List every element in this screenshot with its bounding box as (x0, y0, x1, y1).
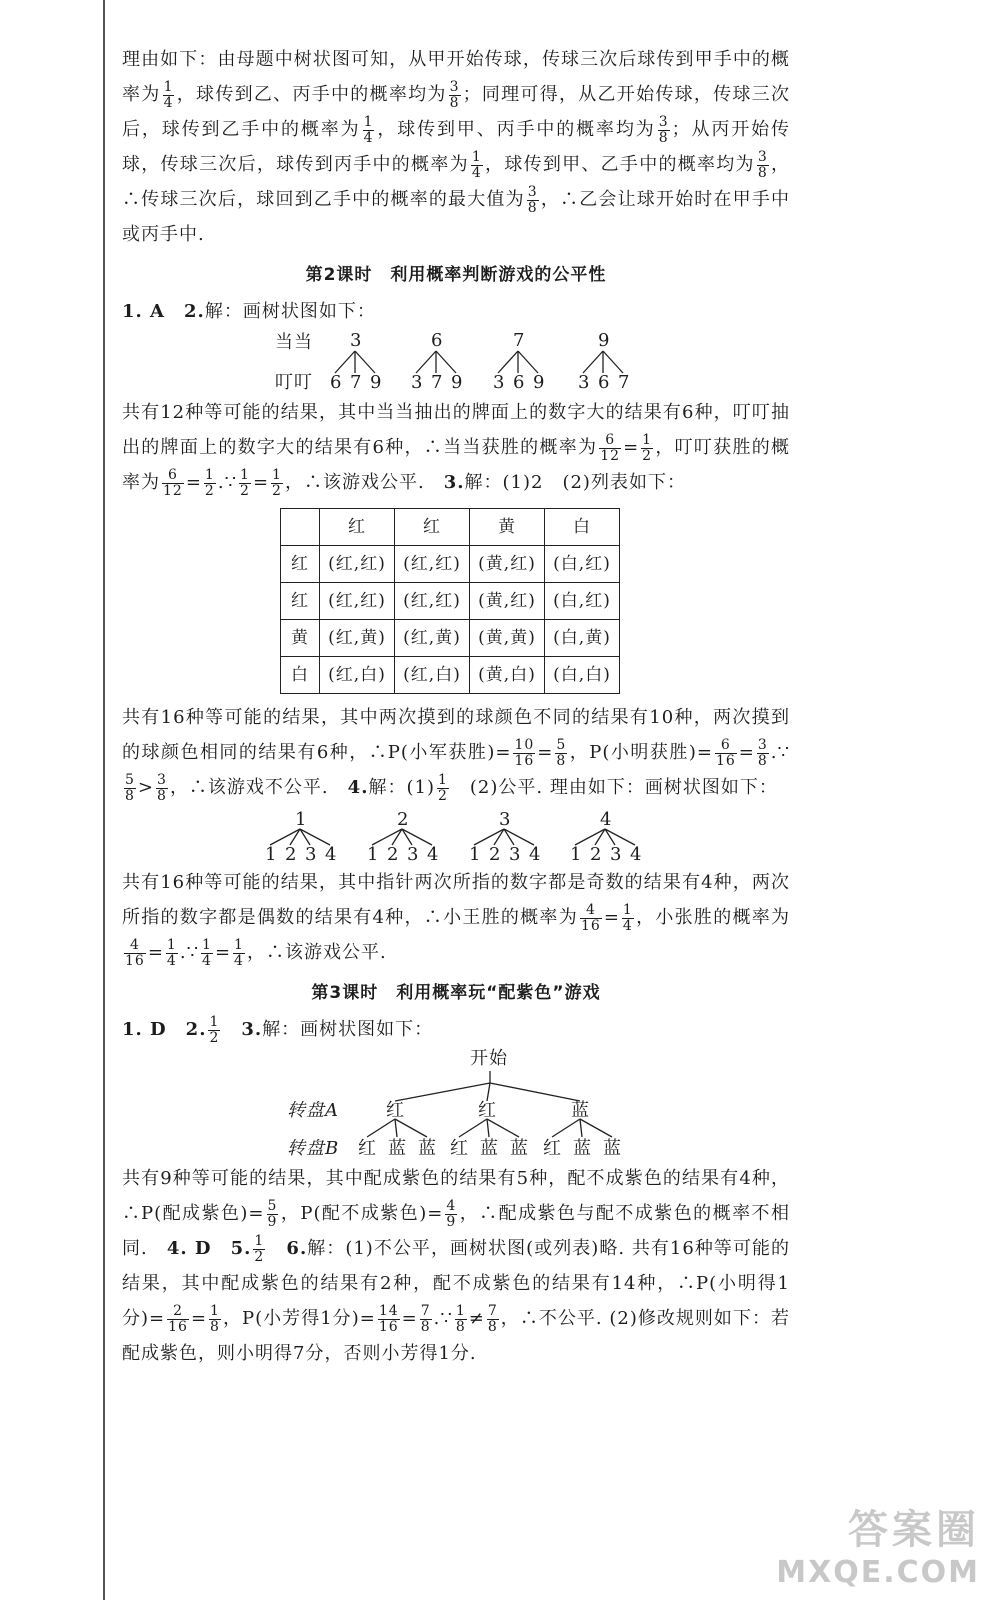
fraction (757, 150, 769, 181)
table-header-row (281, 509, 620, 546)
tree-node: 3 (411, 372, 424, 393)
tree-label-dangdang: 当当 (275, 332, 313, 353)
fraction (455, 1304, 467, 1335)
fraction (580, 903, 602, 934)
fraction (208, 1015, 220, 1046)
denominator: 16 (125, 952, 145, 969)
fraction (527, 185, 539, 216)
table-header-cell: 黄 (470, 509, 545, 546)
page-margin-line (103, 0, 105, 1600)
tree-node: 9 (598, 330, 611, 351)
text: ，∴不公平. (2)修改规则如下：若配 (122, 1308, 790, 1364)
tree-node: 6 (598, 372, 611, 393)
tree-node: 3 (509, 844, 522, 865)
denominator: 12 (163, 482, 183, 499)
numerator: 6 (599, 433, 621, 449)
text: = (185, 472, 202, 493)
denominator: 8 (420, 1318, 431, 1335)
watermark-text: 答案圈 (848, 1507, 980, 1553)
numerator: 3 (157, 771, 167, 788)
text: = (537, 742, 554, 763)
question-number: 3. (241, 1019, 263, 1040)
tree-node: 蓝 (573, 1138, 592, 1159)
fraction (233, 938, 245, 969)
table-row-header: 白 (281, 657, 320, 694)
text: ，∴该游戏公平. (246, 942, 387, 963)
question-line (122, 1012, 790, 1047)
denominator: 4 (234, 952, 244, 969)
denominator: 8 (658, 129, 669, 146)
tree-node: 4 (600, 809, 613, 830)
text: 为 (141, 84, 161, 105)
tree-label-spinner-b: 转盘B (287, 1138, 340, 1159)
table-header-cell: 红 (320, 509, 395, 546)
text: > (137, 777, 155, 798)
denominator: 16 (580, 917, 601, 934)
numerator: 7 (420, 1302, 431, 1319)
table-cell: (黄,白) (470, 657, 545, 694)
text: ≠ (468, 1308, 485, 1329)
tree-label-dingding: 叮叮 (275, 372, 313, 393)
text: 果，其中配成紫色的结果有2种，配不成紫色的结果有14种，∴P(小明得1分)= (122, 1273, 791, 1329)
text: (2)公平. 理由如下：画树状图如下： (450, 777, 778, 798)
numerator: 7 (487, 1302, 498, 1319)
denominator: 8 (757, 164, 768, 181)
denominator: 8 (757, 752, 768, 769)
tree-node: 2 (285, 844, 298, 865)
table-row (281, 620, 620, 657)
tree-label-spinner-a: 转盘A (287, 1100, 339, 1121)
tree-node: 7 (350, 372, 363, 393)
denominator: 2 (254, 1248, 265, 1265)
fraction (445, 1199, 457, 1230)
question-number: 6. (286, 1238, 308, 1259)
fraction (513, 738, 535, 769)
tree-node: 7 (431, 372, 444, 393)
tree-node: 7 (618, 372, 631, 393)
tree-node: 蓝 (571, 1100, 590, 1121)
answer-label: 4. D (166, 1238, 212, 1259)
tree-node: 红 (543, 1138, 562, 1159)
table-row (281, 546, 620, 583)
table-cell: (黄,红) (470, 546, 545, 583)
text: 率为 (122, 472, 160, 493)
denominator: 2 (272, 482, 282, 499)
text: ，球传到甲、乙手中的概率均为 (484, 154, 755, 175)
fraction (641, 433, 653, 464)
table-header-cell: 红 (395, 509, 470, 546)
fraction (271, 468, 283, 499)
question-number: 2. (185, 1019, 207, 1040)
numerator: 5 (267, 1197, 278, 1214)
tree-node: 3 (305, 844, 318, 865)
text: = (738, 742, 755, 763)
denominator: 4 (166, 952, 177, 969)
denominator: 4 (202, 952, 212, 969)
section-heading-lesson3: 第3课时 利用概率玩“配紫色”游戏 (311, 983, 601, 1003)
answer-label: 1. D (122, 1019, 167, 1040)
tree-node: 蓝 (418, 1138, 437, 1159)
text: .∵ (217, 472, 238, 493)
table-cell: (黄,红) (470, 583, 545, 620)
table-cell: (白,黄) (545, 620, 620, 657)
paragraph-q4-analysis (122, 865, 790, 970)
table-cell: (红,红) (395, 583, 470, 620)
table-cell: (红,红) (320, 546, 395, 583)
table-row-header: 红 (281, 546, 320, 583)
denominator: 4 (622, 917, 633, 934)
numerator: 1 (254, 1232, 265, 1249)
question-number: 4. (347, 777, 369, 798)
numerator: 1 (166, 936, 177, 953)
numerator: 14 (378, 1302, 399, 1319)
text: 的球颜色相同的结果有6种，∴P(小军获胜)= (122, 742, 512, 763)
question-number: 5. (230, 1238, 252, 1259)
text: ，P(配不成紫色)= (280, 1203, 444, 1224)
text: = (603, 907, 620, 928)
numerator: 1 (437, 771, 448, 788)
numerator: 3 (658, 113, 669, 130)
fraction (156, 773, 168, 804)
text: ，P(小芳得1分)= (222, 1308, 376, 1329)
tree-node: 6 (330, 372, 343, 393)
paragraph-reason (122, 42, 790, 252)
numerator: 1 (471, 148, 482, 165)
denominator: 8 (449, 94, 460, 111)
text: 解：画树状图如下： (204, 301, 376, 322)
denominator: 8 (487, 1318, 498, 1335)
fraction (658, 115, 670, 146)
denominator: 4 (163, 94, 174, 111)
text: 同. (122, 1238, 148, 1259)
denominator: 16 (168, 1318, 188, 1335)
table-cell: (红,红) (395, 546, 470, 583)
tree-diagram-1 (122, 331, 790, 395)
denominator: 9 (267, 1213, 278, 1230)
numerator: 3 (449, 78, 460, 95)
text: ，∴传球三次后， (122, 154, 791, 210)
numerator: 3 (527, 183, 538, 200)
text: = (147, 942, 164, 963)
denominator: 12 (600, 447, 621, 464)
fraction (363, 115, 375, 146)
tree-node: 4 (630, 844, 643, 865)
text: ，叮叮获胜的概 (655, 437, 790, 458)
tree-node: 3 (407, 844, 420, 865)
watermark-url: MXQE.COM (776, 1555, 980, 1590)
fraction (201, 938, 213, 969)
tree-node: 红 (450, 1138, 469, 1159)
table-header-cell: 白 (545, 509, 620, 546)
denominator: 16 (514, 752, 535, 769)
question-number: 3. (443, 472, 465, 493)
numerator: 1 (455, 1302, 466, 1319)
table-cell: (红,白) (395, 657, 470, 694)
numerator: 10 (514, 736, 535, 753)
color-outcome-table (280, 508, 620, 694)
text: ；同理可得，从乙开始传球，传球三次后，球 (122, 84, 791, 140)
fraction (471, 150, 483, 181)
text: 次后，球传到丙手中的概率为 (218, 154, 469, 175)
numerator: 4 (124, 938, 146, 954)
text: ，P(小明获胜)= (569, 742, 713, 763)
fraction (449, 80, 461, 111)
numerator: 1 (210, 1302, 220, 1319)
tree-node: 红 (478, 1100, 497, 1121)
numerator: 1 (234, 936, 244, 953)
text: 球回到乙手中的概率的最大值为 (256, 189, 525, 210)
tree-node: 6 (513, 372, 526, 393)
table-cell: (白,白) (545, 657, 620, 694)
numerator: 6 (715, 738, 737, 754)
tree-node: 6 (431, 330, 444, 351)
table-row (281, 583, 620, 620)
denominator: 8 (455, 1318, 466, 1335)
tree-node: 蓝 (510, 1138, 529, 1159)
denominator: 2 (642, 447, 653, 464)
text: = (214, 942, 232, 963)
numerator: 5 (556, 736, 567, 753)
tree-node: 9 (370, 372, 383, 393)
table-cell: (黄,黄) (470, 620, 545, 657)
numerator: 3 (757, 148, 768, 165)
text: ，小张胜的概率为 (635, 907, 791, 928)
text: ，∴该游戏不公平. (169, 777, 329, 798)
text: 共有16种等可能的结果，其中指针两次所指的数字都是奇数的结果有4种，两次 (122, 872, 790, 893)
tree-node: 4 (427, 844, 440, 865)
table-cell: (红,红) (320, 583, 395, 620)
paragraph-q3-analysis (122, 700, 790, 805)
fraction (378, 1304, 400, 1335)
fraction (715, 738, 737, 769)
table-row (281, 657, 620, 694)
text: 出的牌面上的数字大的结果有6种，∴当当获胜的概率为 (122, 437, 598, 458)
tree-node: 4 (529, 844, 542, 865)
numerator: 3 (757, 736, 768, 753)
tree-node: 1 (265, 844, 278, 865)
tree-node: 4 (325, 844, 338, 865)
table-row-header: 红 (281, 583, 320, 620)
numerator: 1 (204, 466, 215, 483)
tree-node: 9 (533, 372, 546, 393)
text: 所指的数字都是偶数的结果有4种，∴小王胜的概率为 (122, 907, 578, 928)
question-number: 2. (184, 301, 205, 322)
text: = (401, 1308, 418, 1329)
tree-node: 红 (358, 1138, 377, 1159)
text: 成紫色，则小明得7分，否则小芳得1分. (141, 1343, 477, 1364)
paragraph-q2-analysis (122, 395, 790, 500)
fraction (163, 80, 175, 111)
tree-node: 2 (387, 844, 400, 865)
table-header-cell (281, 509, 320, 546)
tree-lines (122, 813, 790, 865)
text: ，∴乙会让球开始时在甲手中或丙手中. (122, 189, 791, 245)
fraction (124, 938, 146, 969)
numerator: 1 (209, 1013, 220, 1030)
text: ，∴配成紫色与配不成紫色的概率不相 (459, 1203, 790, 1224)
denominator: 2 (240, 482, 250, 499)
answer-content (122, 42, 790, 1379)
tree-node: 2 (489, 844, 502, 865)
paragraph-lesson3-analysis (122, 1161, 790, 1371)
text: . (770, 742, 778, 763)
denominator: 4 (471, 164, 482, 181)
tree-node: 3 (350, 330, 363, 351)
denominator: 4 (363, 129, 374, 146)
denominator: 2 (437, 787, 448, 804)
fraction (239, 468, 251, 499)
numerator: 6 (162, 468, 184, 484)
fraction (267, 1199, 279, 1230)
text: .∵ (433, 1308, 453, 1329)
table-cell: (红,黄) (395, 620, 470, 657)
fraction (124, 773, 136, 804)
tree-node: 3 (493, 372, 506, 393)
fraction (757, 738, 769, 769)
tree-node: 1 (469, 844, 482, 865)
denominator: 16 (715, 752, 736, 769)
denominator: 8 (527, 199, 538, 216)
tree-node: 蓝 (480, 1138, 499, 1159)
fraction (162, 468, 184, 499)
text: 解：画树状图如下： (262, 1019, 434, 1040)
text: ，∴该游戏公平. (284, 472, 425, 493)
denominator: 8 (210, 1318, 220, 1335)
fraction (209, 1304, 221, 1335)
denominator: 9 (446, 1213, 457, 1230)
fraction (555, 738, 567, 769)
text: ∵ (777, 742, 790, 763)
numerator: 1 (240, 466, 250, 483)
question-line (122, 294, 790, 329)
tree-node: 蓝 (603, 1138, 622, 1159)
text: 传到乙手中的概率为 (181, 119, 361, 140)
tree-node: 2 (397, 809, 410, 830)
table-cell: (红,白) (320, 657, 395, 694)
denominator: 8 (125, 787, 135, 804)
numerator: 1 (163, 78, 174, 95)
numerator: 1 (363, 113, 374, 130)
numerator: 1 (622, 901, 633, 918)
text: 共有9种等可能的结果，其中配成紫色的结果有5种，配不成紫色的结果有4种， (122, 1168, 790, 1189)
fraction (204, 468, 216, 499)
fraction (622, 903, 634, 934)
numerator: 5 (125, 771, 135, 788)
table-row-header: 黄 (281, 620, 320, 657)
tree-node: 1 (367, 844, 380, 865)
section-heading-lesson2: 第2课时 利用概率判断游戏的公平性 (305, 265, 607, 285)
table-cell: (白,红) (545, 583, 620, 620)
text: 解：(1) (368, 777, 435, 798)
text: = (252, 472, 270, 493)
tree-node: 2 (590, 844, 603, 865)
table-cell: (白,红) (545, 546, 620, 583)
denominator: 8 (157, 787, 167, 804)
numerator: 1 (202, 936, 212, 953)
fraction (420, 1304, 432, 1335)
tree-node: 9 (451, 372, 464, 393)
fraction (599, 433, 621, 464)
text: 解：(1)不公平，画树状图(或列表)略. 共有16种等可能的结 (122, 1238, 791, 1294)
text: ；从丙开始传球，传球三 (122, 119, 791, 175)
tree-node: 1 (295, 809, 308, 830)
answer-label: 1. A (122, 301, 166, 322)
tree-node: 蓝 (388, 1138, 407, 1159)
denominator: 8 (556, 752, 567, 769)
tree-node: 红 (386, 1100, 405, 1121)
tree-root-start: 开始 (470, 1048, 508, 1069)
text: = (190, 1308, 208, 1329)
text: 共有12种等可能的结果，其中当当抽出的牌面上的数字大的结果有6种，叮叮抽 (122, 402, 790, 423)
tree-node: 3 (578, 372, 591, 393)
text: .∵ (179, 942, 200, 963)
numerator: 2 (167, 1304, 189, 1320)
numerator: 4 (580, 903, 602, 919)
tree-node: 7 (513, 330, 526, 351)
text: 解：(1)2 (2)列表如下： (464, 472, 686, 493)
denominator: 2 (204, 482, 215, 499)
fraction (167, 1304, 189, 1335)
tree-diagram-2 (122, 809, 790, 865)
text: ，球传到乙、丙手中的概率均为 (176, 84, 447, 105)
table-cell: (红,黄) (320, 620, 395, 657)
numerator: 4 (446, 1197, 457, 1214)
denominator: 16 (378, 1318, 399, 1335)
text: ∴P(配成紫色)= (122, 1203, 265, 1224)
tree-diagram-3 (122, 1049, 790, 1161)
tree-node: 1 (570, 844, 583, 865)
text: 共有16种等可能的结果，其中两次摸到的球颜色不同的结果有10种，两次摸到 (122, 707, 790, 728)
fraction (437, 773, 449, 804)
fraction (166, 938, 178, 969)
watermark-logo (776, 1498, 980, 1590)
fraction (487, 1304, 499, 1335)
text: = (623, 437, 640, 458)
text: ，球传到甲、丙手中的概率均为 (376, 119, 656, 140)
text: 理由如下：由母题中树状图可知，从甲开始传球，传球三次后球传到甲手中的概率 (122, 49, 790, 105)
numerator: 1 (642, 431, 653, 448)
numerator: 1 (272, 466, 282, 483)
fraction (253, 1234, 265, 1265)
tree-node: 3 (499, 809, 512, 830)
denominator: 2 (209, 1029, 220, 1046)
tree-node: 3 (610, 844, 623, 865)
